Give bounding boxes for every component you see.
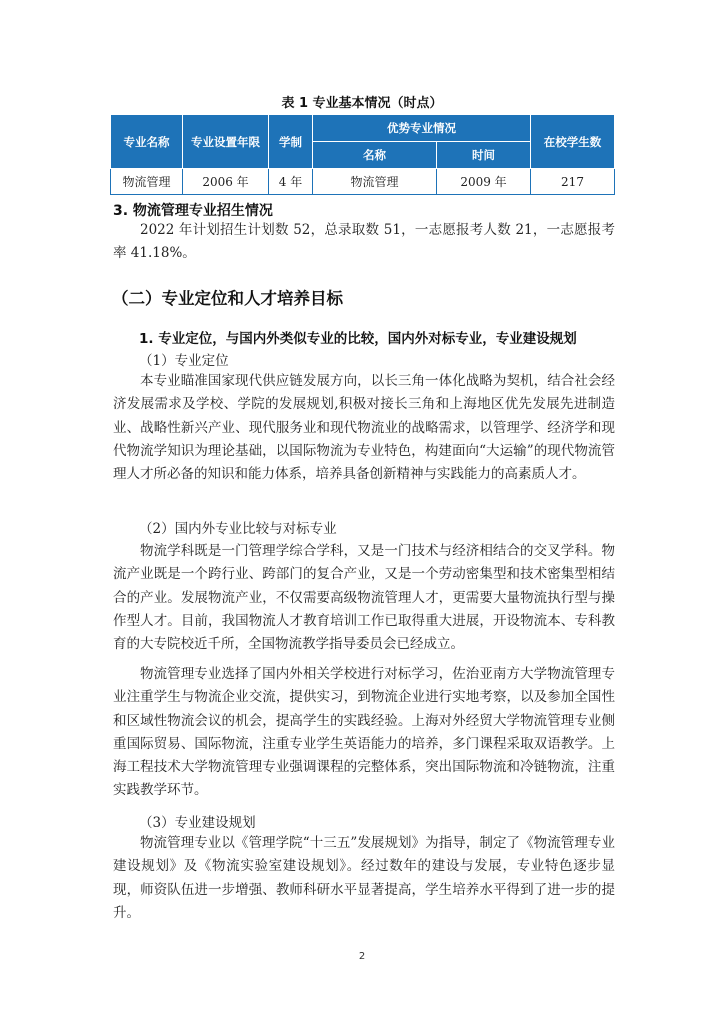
header-setup-years: 专业设置年限 [183, 115, 269, 169]
header-duration: 学制 [269, 115, 313, 169]
comparison-paragraph: 物流学科既是一门管理学综合学科，又是一门技术与经济相结合的交叉学科。物流产业既是一个跨行业、跨部门的复合产业，又是一个劳动密集型和技术密集型相结合的产业。发展物流产业，不仅需要高级物流管理人才，更需要大量物流执行型与操作型人才。目前，我国物流人才教育培训工作已取得重大进展，开设物流本、专科教育的大专院校近千所，全国物流教学指导委员会已经成立。 [113, 543, 615, 653]
table-row [111, 169, 615, 195]
positioning-subheading: （1）专业定位 [139, 353, 229, 369]
enrollment-heading: 3. 物流管理专业招生情况 [113, 203, 273, 219]
section-heading: （二）专业定位和人才培养目标 [112, 289, 343, 308]
cell-students: 217 [531, 169, 615, 195]
cell-adv-time: 2009 年 [437, 169, 531, 195]
planning-subheading: （3）专业建设规划 [139, 815, 256, 831]
table-header-row [111, 115, 615, 142]
header-major-name: 专业名称 [111, 115, 183, 169]
benchmark-paragraph: 物流管理专业选择了国内外相关学校进行对标学习，佐治亚南方大学物流管理专业注重学生与物流企业交流，提供实习，到物流企业进行实地考察，以及参加全国性和区域性物流会议的机会，提高学生的实践经验。上海对外经贸大学物流管理专业侧重国际贸易、国际物流，注重专业学生英语能力的培养，多门课程采取双语教学。上海工程技术大学物流管理专业强调课程的完整体系，突出国际物流和冷链物流，注重实践教学环节。 [113, 666, 615, 799]
enrollment-paragraph: 2022 年计划招生计划数 52，总录取数 51，一志愿报考人数 21，一志愿报考率 41.18%。 [113, 222, 615, 262]
cell-adv-name: 物流管理 [313, 169, 437, 195]
page-number: 2 [358, 951, 366, 962]
cell-setup-years: 2006 年 [183, 169, 269, 195]
header-adv-name: 名称 [313, 142, 437, 169]
subsection-heading: 1. 专业定位，与国内外类似专业的比较，国内外对标专业，专业建设规划 [139, 331, 577, 347]
positioning-paragraph: 本专业瞄准国家现代供应链发展方向，以长三角一体化战略为契机，结合社会经济发展需求及学校、学院的发展规划,积极对接长三角和上海地区优先发展先进制造业、战略性新兴产业、现代服务业和现代物流业的战略需求，以管理学、经济学和现代物流学知识为理论基础，以国际物流为专业特色，构建面向“大运输”的现代物流管理人才所必备的知识和能力体系，培养具备创新精神与实践能力的高素质人才。 [113, 373, 615, 483]
cell-major-name: 物流管理 [111, 169, 183, 195]
planning-paragraph: 物流管理专业以《管理学院“十三五”发展规划》为指导，制定了《物流管理专业建设规划》及《物流实验室建设规划》。经过数年的建设与发展，专业特色逐步显现，师资队伍进一步增强、教师科研水平显著提高，学生培养水平得到了进一步的提升。 [113, 835, 615, 921]
table-caption: 表 1 专业基本情况（时点） [281, 96, 443, 111]
major-basic-info-table [110, 114, 615, 195]
header-adv-time: 时间 [437, 142, 531, 169]
cell-duration: 4 年 [269, 169, 313, 195]
header-students: 在校学生数 [531, 115, 615, 169]
header-advantage: 优势专业情况 [313, 115, 531, 142]
comparison-subheading: （2）国内外专业比较与对标专业 [139, 521, 337, 537]
